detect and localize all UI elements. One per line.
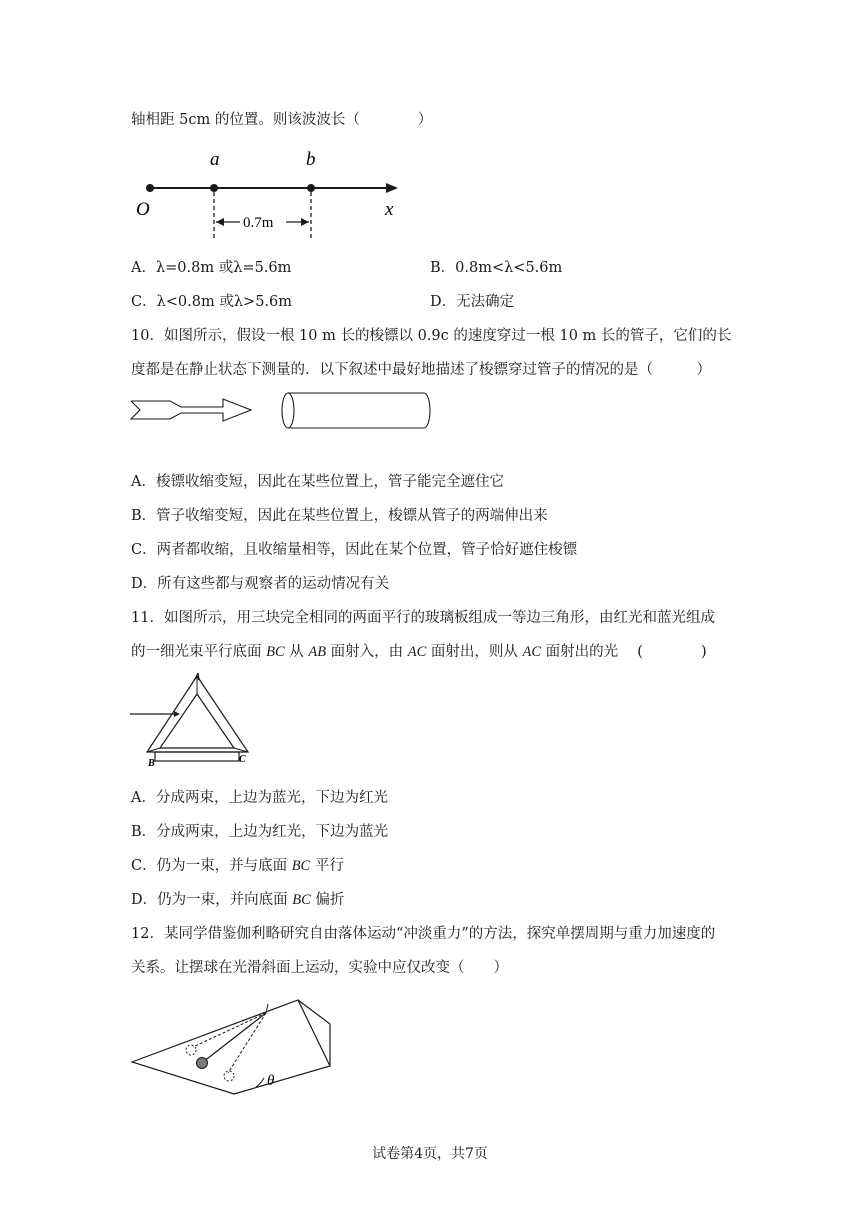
q10-stem-line2: 度都是在静止状态下测量的．以下叙述中最好地描述了梭镖穿过管子的情况的是（ ） [131, 362, 711, 378]
label-theta: θ [267, 1073, 275, 1089]
label-x: x [385, 199, 394, 220]
label-b: b [306, 149, 316, 170]
q10-option-a: A．梭镖收缩变短，因此在某些位置上，管子能完全遮住它 [131, 474, 504, 490]
q9-stem-tail: 轴相距 5cm 的位置。则该波波长（ ） [131, 112, 433, 128]
label-a: A [194, 672, 201, 683]
q10-option-d: D．所有这些都与观察者的运动情况有关 [131, 576, 390, 592]
q9-option-d: D．无法确定 [430, 294, 515, 310]
q9-option-a: A．λ=0.8m 或λ=5.6m [131, 260, 292, 276]
q10-stem-line1: 10．如图所示，假设一根 10 m 长的梭镖以 0.9c 的速度穿过一根 10 m 长的管子，它们的长 [131, 328, 732, 344]
q10-option-b: B．管子收缩变短，因此在某些位置上，梭镖从管子的两端伸出来 [131, 508, 548, 524]
q10-spear-tube-figure [128, 388, 438, 434]
q11-stem-line1: 11．如图所示，用三块完全相同的两面平行的玻璃板组成一等边三角形，由红光和蓝光组成 [131, 610, 715, 626]
q11-option-d: D．仍为一束，并向底面 BC 偏折 [131, 892, 345, 908]
q11-stem-line2: 的一细光束平行底面 BC 从 AB 面射入，由 AC 面射出，则从 AC 面射出的光 ( ) [131, 644, 707, 660]
q9-wave-axis-figure [130, 145, 410, 245]
q9-option-c: C．λ<0.8m 或λ>5.6m [131, 294, 293, 310]
label-distance: 0.7m [243, 215, 274, 231]
q10-option-c: C．两者都收缩，且收缩量相等，因此在某个位置，管子恰好遮住梭镖 [131, 542, 578, 558]
label-c: C [239, 754, 246, 765]
q12-stem-line2: 关系。让摆球在光滑斜面上运动，实验中应仅改变（ ） [131, 960, 508, 976]
label-o: O [136, 199, 150, 220]
q11-glass-triangle-figure [128, 670, 258, 770]
label-a: a [210, 149, 220, 170]
q9-option-b: B．0.8m<λ<5.6m [430, 260, 563, 276]
q11-option-a: A．分成两束，上边为蓝光，下边为红光 [131, 790, 388, 806]
q11-option-b: B．分成两束，上边为红光，下边为蓝光 [131, 824, 389, 840]
q11-option-c: C．仍为一束，并与底面 BC 平行 [131, 858, 344, 874]
q12-stem-line1: 12．某同学借鉴伽利略研究自由落体运动“冲淡重力”的方法，探究单摆周期与重力加速度的 [131, 926, 716, 942]
label-b: B [148, 758, 155, 769]
page-footer: 试卷第4页，共7页 [372, 1146, 488, 1162]
q12-incline-pendulum-figure [128, 996, 373, 1096]
